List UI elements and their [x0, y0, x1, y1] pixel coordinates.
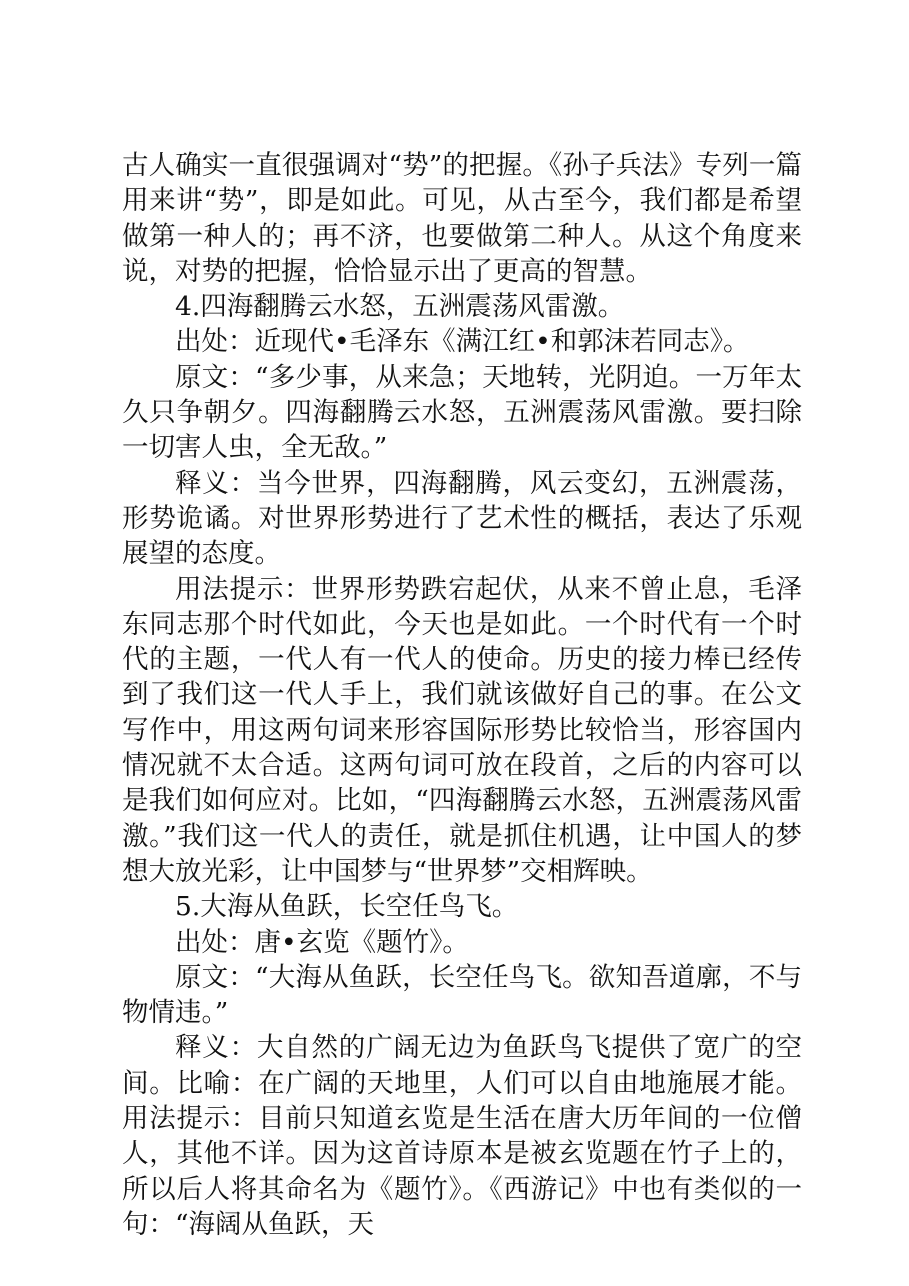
heading-item-4: 4.四海翻腾云水怒，五洲震荡风雷激。: [175, 291, 625, 323]
document-body: [122, 148, 802, 1242]
paragraph-source-5: 出处：唐•玄览《题竹》。: [175, 926, 469, 958]
paragraph-original-5: 原文：“大海从鱼跃，长空任鸟飞。欲知吾道廓，不与物情违。”: [122, 961, 802, 1029]
paragraph-meaning-5: 释义：大自然的广阔无边为鱼跃鸟飞提供了宽广的空间。比喻：在广阔的天地里，人们可以自由地施展才能。用法提示：目前只知道玄览是生活在唐大历年间的一位僧人，其他不详。因为这首诗原本是被玄览题在竹子上的，所以后人将其命名为《题竹》。《西游记》中也有类似的一句：“海阔从鱼跃，天: [122, 1032, 802, 1240]
paragraph-intro-continued: 古人确实一直很强调对“势”的把握。《孙子兵法》专列一篇用来讲“势”，即是如此。可见，从古至今，我们都是希望做第一种人的；再不济，也要做第二种人。从这个角度来说，对势的把握，恰恰显示出了更高的智慧。: [122, 150, 802, 287]
paragraph-source-4: 出处：近现代•毛泽东《满江红•和郭沫若同志》。: [175, 326, 750, 358]
heading-item-5: 5.大海从鱼跃，长空任鸟飞。: [175, 891, 519, 923]
paragraph-usage-4: 用法提示：世界形势跌宕起伏，从来不曾止息，毛泽东同志那个时代如此，今天也是如此。一个时代有一个时代的主题，一代人有一代人的使命。历史的接力棒已经传到了我们这一代人手上，我们就该做好自己的事。在公文写作中，用这两句词来形容国际形势比较恰当，形容国内情况就不太合适。这两句词可放在段首，之后的内容可以是我们如何应对。比如，“四海翻腾云水怒，五洲震荡风雷激。”我们这一代人的责任，就是抓住机遇，让中国人的梦想大放光彩，让中国梦与“世界梦”交相辉映。: [122, 573, 802, 887]
paragraph-meaning-4: 释义：当今世界，四海翻腾，风云变幻，五洲震荡，形势诡谲。对世界形势进行了艺术性的概括，表达了乐观展望的态度。: [122, 467, 802, 570]
paragraph-original-4: 原文：“多少事，从来急；天地转，光阴迫。一万年太久只争朝夕。四海翻腾云水怒，五洲震荡风雷激。要扫除一切害人虫，全无敌。”: [122, 361, 802, 464]
